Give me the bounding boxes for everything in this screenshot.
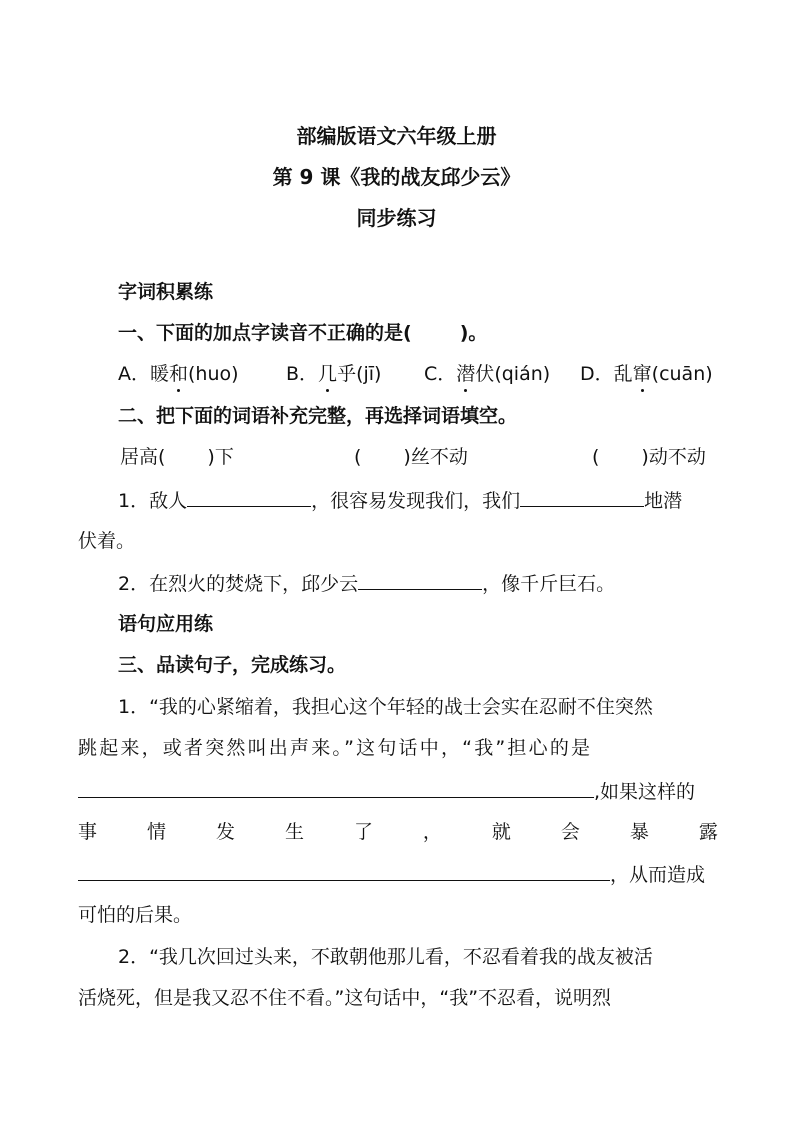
question-2-sentence-1: 1．敌人 ，很容易发现我们，我们 地潜 xyxy=(118,486,718,514)
q1-prompt-before: 一、下面的加点字读音不正确的是( xyxy=(118,322,412,344)
q3-p1-line6: 可怕的后果。 xyxy=(78,904,193,926)
option-d: D．乱窜(cuān) xyxy=(580,363,713,385)
blank-line[interactable] xyxy=(78,777,594,798)
word-2: ( )丝不动 xyxy=(354,446,468,468)
blank-line[interactable] xyxy=(187,486,311,507)
title-practice: 同步练习 xyxy=(356,206,437,230)
option-c: C．潜伏(qián) xyxy=(424,363,551,385)
q3-p1-line3: ,如果这样的 xyxy=(78,777,718,805)
question-2-sentence-1-cont: 伏着。 xyxy=(78,530,136,552)
q1-prompt-after: )。 xyxy=(459,322,488,344)
word-3: ( )动不动 xyxy=(592,446,706,468)
blank-line[interactable] xyxy=(358,569,482,590)
q3-p1-line5: ，从而造成 xyxy=(78,860,718,888)
title-textbook: 部编版语文六年级上册 xyxy=(296,124,497,148)
option-a: A．暖和(huo) xyxy=(118,363,239,385)
section-heading-sentence: 语句应用练 xyxy=(118,613,214,635)
q3-p1-line1: 1．“我的心紧缩着，我担心这个年轻的战士会实在忍耐不住突然 xyxy=(118,696,653,718)
q3-p1-line2: 跳起来，或者突然叫出声来。”这句话中，“我”担心的是 xyxy=(78,737,593,759)
option-b: B．几乎(jī) xyxy=(286,363,382,385)
word-1: 居高( )下 xyxy=(120,446,234,468)
question-1-prompt xyxy=(118,320,718,346)
q3-p2-line1: 2．“我几次回过头来，不敢朝他那儿看，不忍看着我的战友被活 xyxy=(118,946,653,968)
q3-p1-line4: 事 情 发 生 了 ， 就 会 暴 露 xyxy=(78,821,718,843)
section-heading-vocab: 字词积累练 xyxy=(118,281,214,303)
question-3-prompt: 三、品读句子，完成练习。 xyxy=(118,654,347,676)
blank-line[interactable] xyxy=(78,860,610,881)
question-2-sentence-2: 2．在烈火的焚烧下，邱少云 ，像千斤巨石。 xyxy=(118,569,718,597)
title-lesson: 第 9 课《我的战友邱少云》 xyxy=(272,165,521,189)
blank-line[interactable] xyxy=(520,486,644,507)
q3-p2-line2: 活烧死，但是我又忍不住不看。”这句话中，“我”不忍看，说明烈 xyxy=(78,987,612,1009)
question-2-prompt: 二、把下面的词语补充完整，再选择词语填空。 xyxy=(118,405,518,427)
question-2-words xyxy=(118,444,718,470)
question-1-options xyxy=(118,361,718,387)
